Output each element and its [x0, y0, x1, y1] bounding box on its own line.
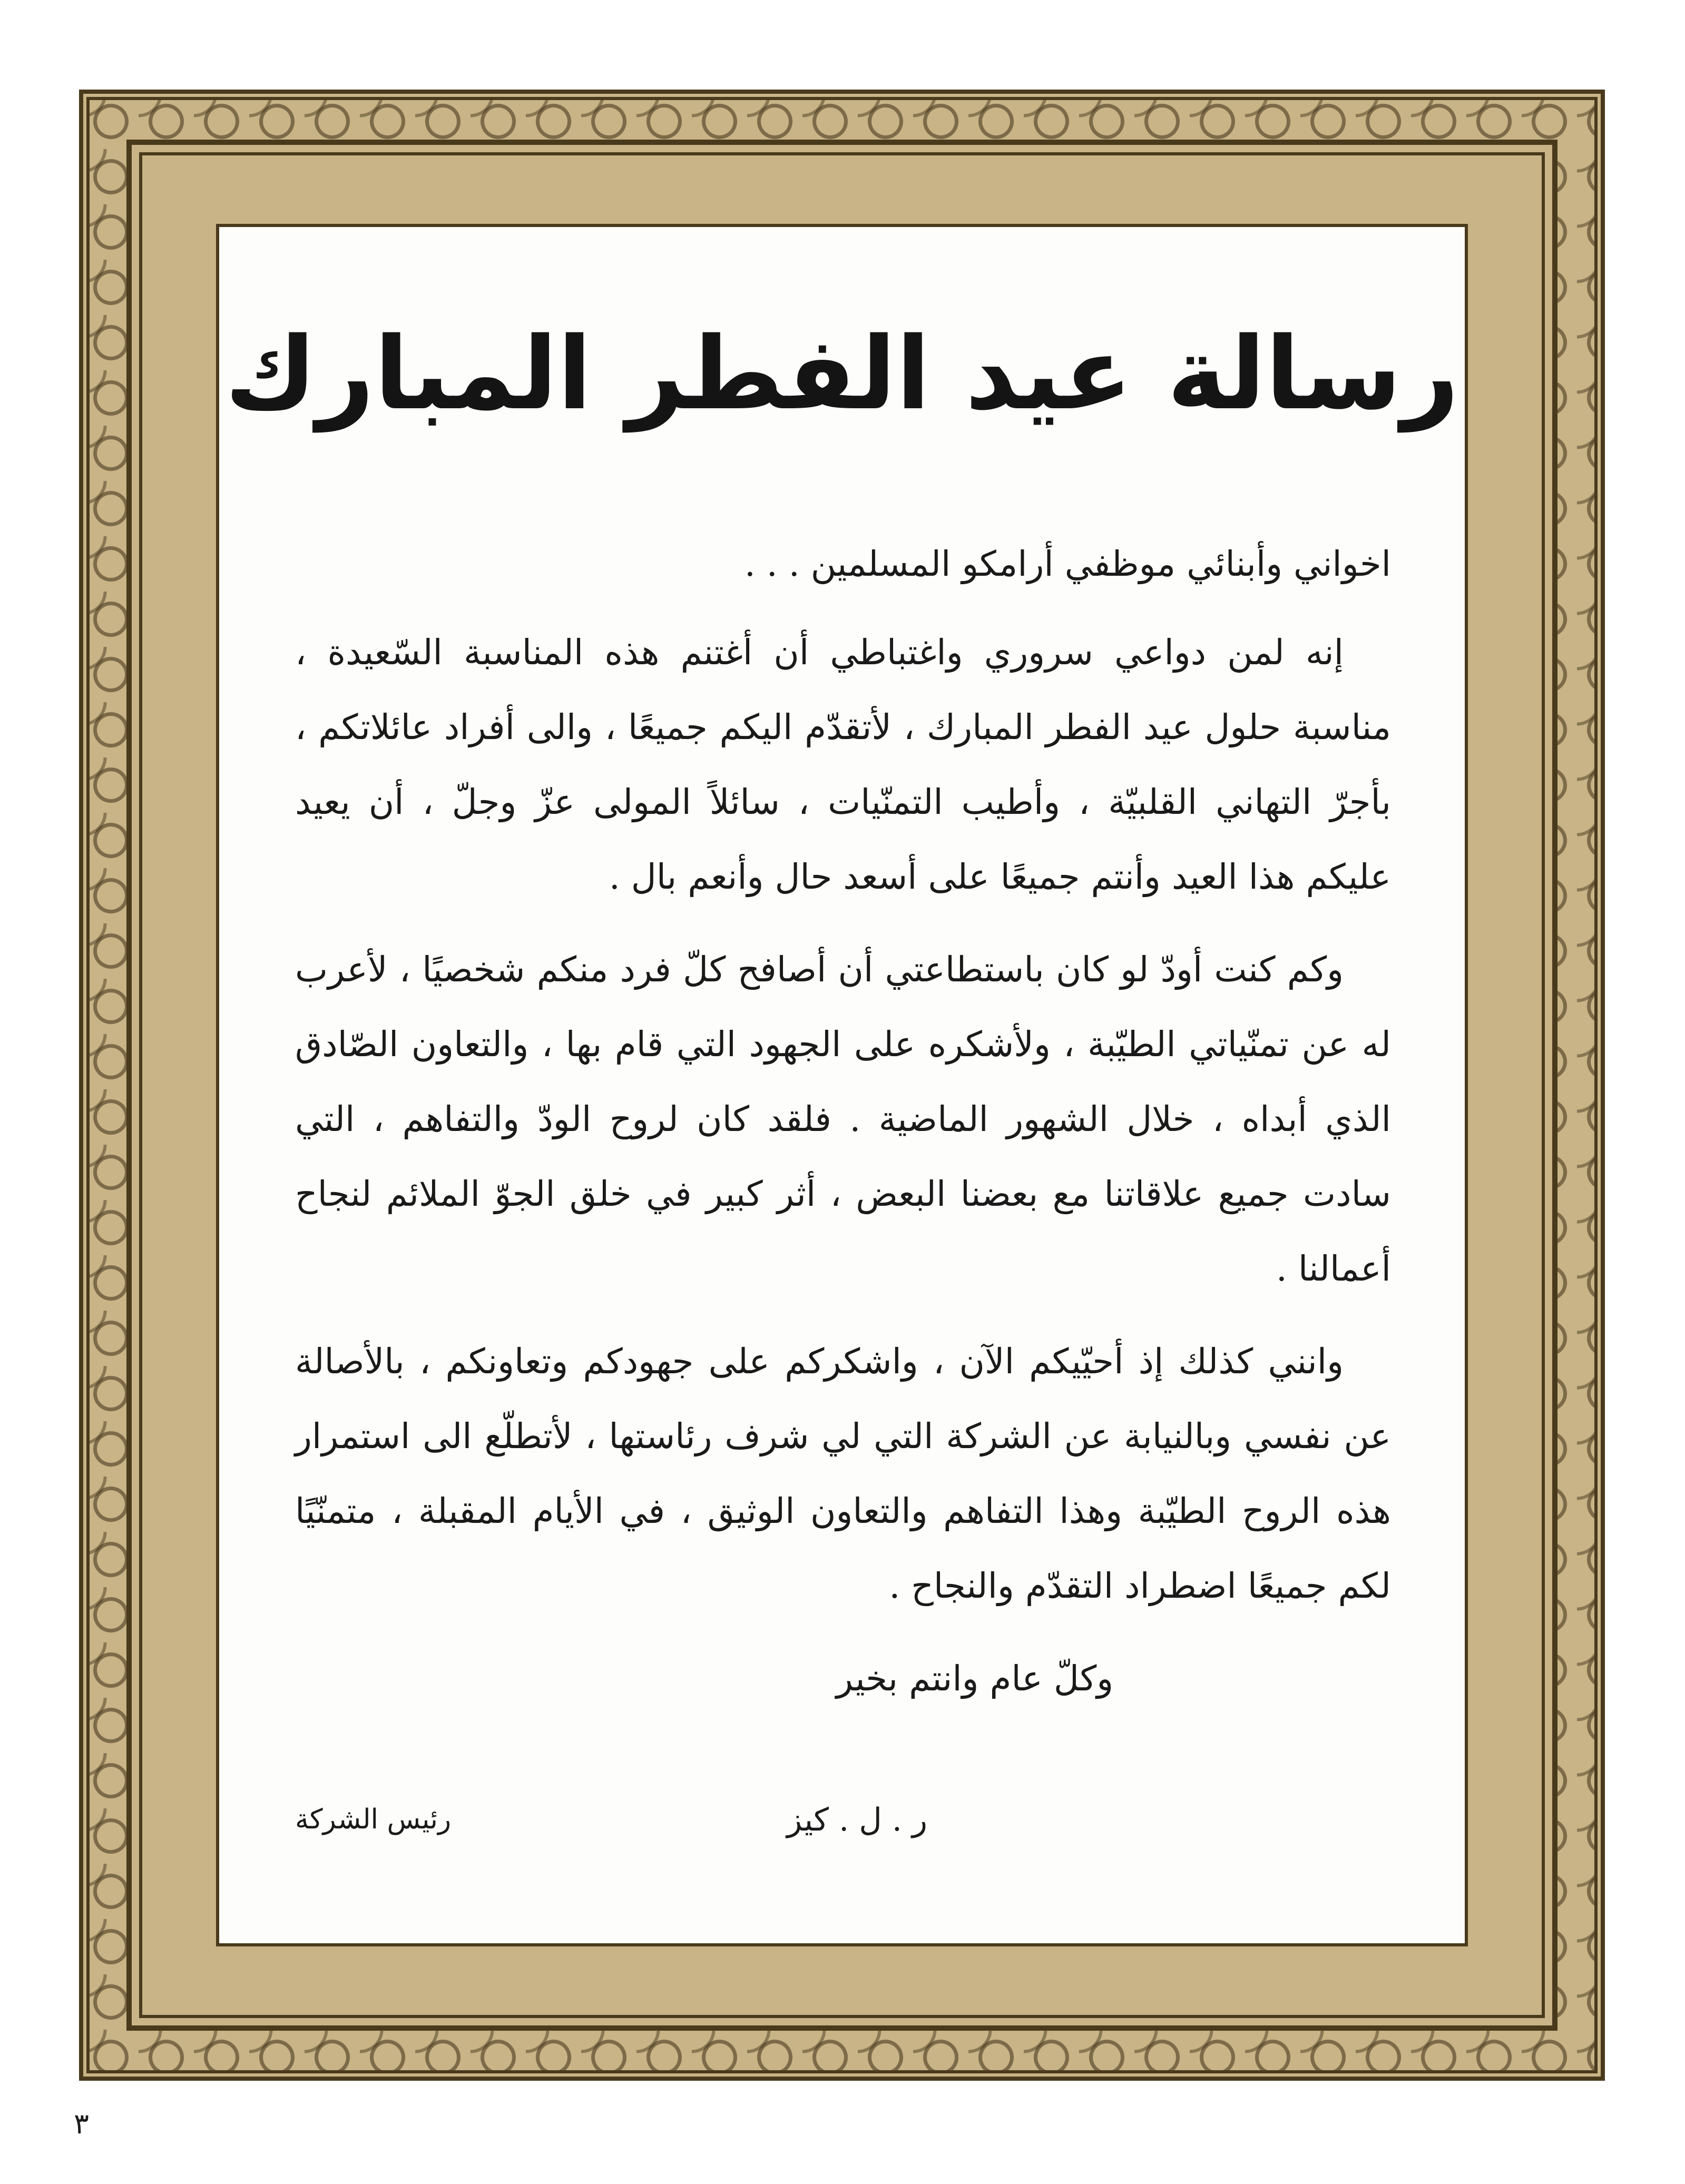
paragraph-3: وانني كذلك إذ أحيّيكم الآن ، واشكركم على جهودكم وتعاونكم ، بالأصالة عن نفسي وبالنيابة عن الشركة التي لي شرف رئاستها ، لأتطلّع الى استمرار هذه الروح الطيّبة وهذا التفاهم والتعاون الوثيق ، في الأيام المقبلة ، متمنّيًا لكم جميعًا اضطراد التقدّم والنجاح . [295, 1341, 1391, 1606]
letter-title: رسالة عيد الفطر المبارك [224, 316, 1459, 432]
signature-block [295, 1802, 927, 1860]
closing-greeting: وكلّ عام وانتم بخير [836, 1658, 1114, 1699]
page-number: ٣ [74, 2107, 90, 2140]
signatory-name: ر . ل . كيز [787, 1802, 927, 1838]
letter-body [295, 527, 1391, 1716]
salutation: اخواني وأبنائي موظفي أرامكو المسلمين . . . [744, 544, 1391, 584]
paragraph-2: وكم كنت أودّ لو كان باستطاعتي أن أصافح كلّ فرد منكم شخصيًا ، لأعرب له عن تمنّياتي الطيّبة ، ولأشكره على الجهود التي قام بها ، والتعاون الصّادق الذي أبداه ، خلال الشهور الماضية . فلقد كان لروح الودّ والتفاهم ، التي سادت جميع علاقاتنا مع بعضنا البعض ، أثر كبير في خلق الجوّ الملائم لنجاح أعمالنا . [295, 949, 1391, 1289]
paragraph-1: إنه لمن دواعي سروري واغتباطي أن أغتنم هذه المناسبة السّعيدة ، مناسبة حلول عيد الفطر المبارك ، لأتقدّم اليكم جميعًا ، والى أفراد عائلاتكم ، بأجرّ التهاني القلبيّة ، وأطيب التمنّيات ، سائلاً المولى عزّ وجلّ ، أن يعيد عليكم هذا العيد وأنتم جميعًا على أسعد حال وأنعم بال . [295, 632, 1391, 897]
signatory-title: رئيس الشركة [295, 1804, 452, 1835]
